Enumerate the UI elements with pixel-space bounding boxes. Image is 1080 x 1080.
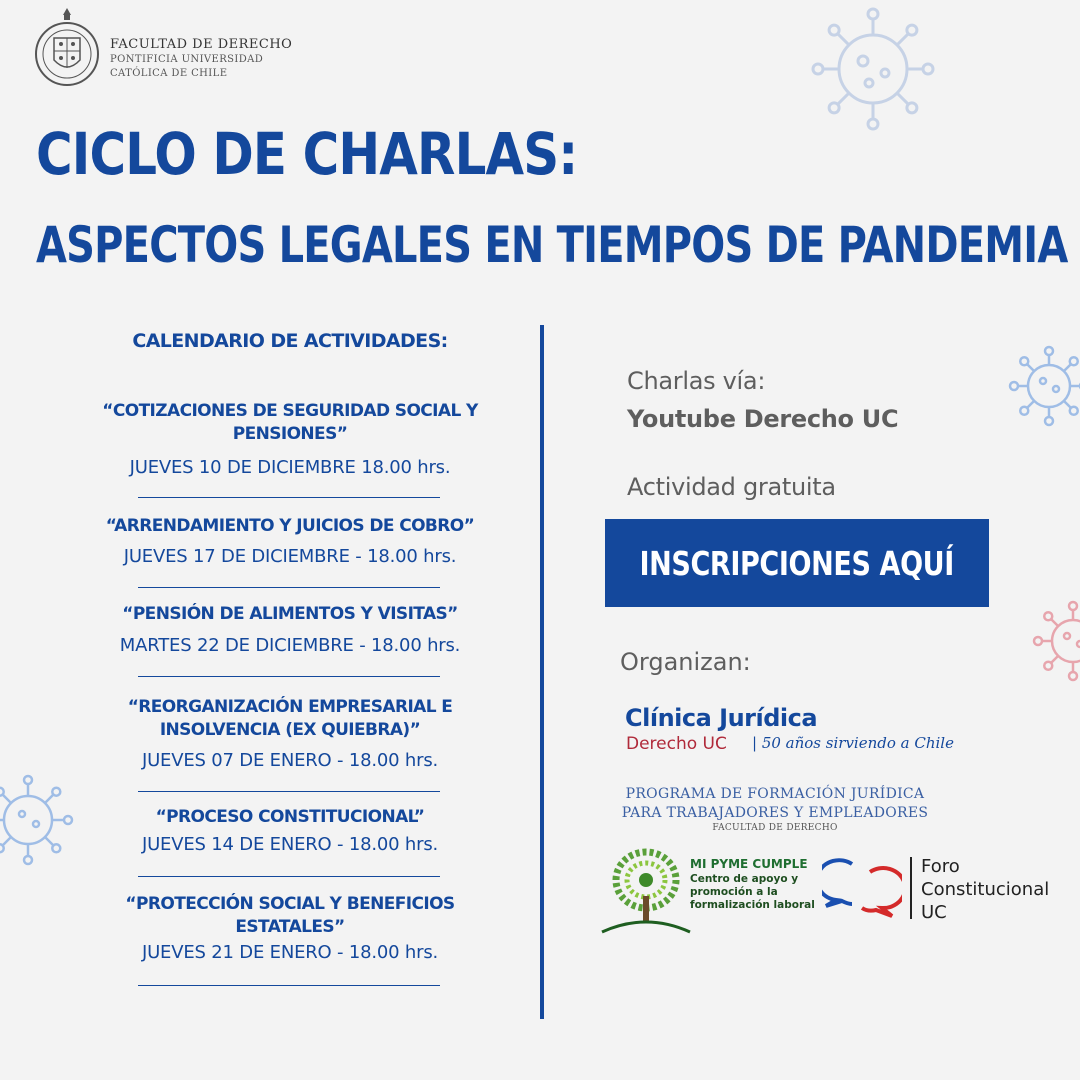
via-label: Charlas vía:	[627, 367, 766, 395]
event-3-title: “PENSIÓN DE ALIMENTOS Y VISITAS”	[122, 604, 458, 624]
column-divider	[540, 325, 544, 1019]
speech-bubbles-icon	[822, 858, 902, 920]
virus-icon	[808, 4, 938, 134]
tree-logo-icon	[600, 846, 692, 936]
register-button-label: INSCRIPCIONES AQUÍ	[639, 543, 955, 583]
mipyme-line3: formalización laboral	[690, 899, 815, 911]
register-button[interactable]	[605, 519, 989, 607]
event-5-date: JUEVES 14 DE ENERO - 18.00 hrs.	[141, 834, 439, 855]
event-6-date: JUEVES 21 DE ENERO - 18.00 hrs.	[141, 942, 439, 963]
event-4-date: JUEVES 07 DE ENERO - 18.00 hrs.	[141, 750, 439, 771]
event-6-title-line2: ESTATALES”	[235, 917, 345, 937]
event-5-title: “PROCESO CONSTITUCIONAL”	[155, 807, 425, 827]
event-divider	[138, 497, 440, 498]
event-4-title	[60, 696, 520, 742]
mipyme-title: MI PYME CUMPLE	[690, 857, 808, 871]
event-2-title: “ARRENDAMIENTO Y JUICIOS DE COBRO”	[105, 516, 475, 536]
event-4-title-line2: INSOLVENCIA (EX QUIEBRA)”	[159, 720, 421, 740]
university-crest-icon	[34, 6, 100, 90]
event-2-date: JUEVES 17 DE DICIEMBRE - 18.00 hrs.	[123, 546, 457, 567]
via-channel: Youtube Derecho UC	[627, 405, 899, 433]
mipyme-line1: Centro de apoyo y	[690, 873, 799, 885]
virus-icon	[1032, 600, 1080, 682]
clinica-juridica-subtitle: Derecho UC	[626, 734, 727, 754]
event-6-title-line1: “PROTECCIÓN SOCIAL Y BENEFICIOS	[125, 894, 455, 914]
programa-line3: FACULTAD DE DERECHO	[712, 823, 838, 833]
event-1-title	[60, 400, 520, 446]
mipyme-line2: promoción a la	[690, 886, 778, 898]
foro-line2: Constitucional	[921, 879, 1050, 900]
calendar-heading: CALENDARIO DE ACTIVIDADES:	[132, 330, 448, 352]
event-6-title	[60, 893, 520, 939]
foro-line3: UC	[921, 902, 947, 923]
foro-divider	[910, 857, 912, 919]
foro-line1: Foro	[921, 856, 960, 877]
event-1-date: JUEVES 10 DE DICIEMBRE 18.00 hrs.	[129, 457, 451, 478]
university-name-line1: PONTIFICIA UNIVERSIDAD	[110, 54, 264, 65]
page-title-line2: ASPECTOS LEGALES EN TIEMPOS DE PANDEMIA	[36, 216, 1068, 274]
organizers-label: Organizan:	[620, 648, 751, 676]
event-divider	[138, 791, 440, 792]
programa-line1: PROGRAMA DE FORMACIÓN JURÍDICA	[625, 786, 925, 802]
virus-icon	[1008, 345, 1080, 427]
faculty-name: FACULTAD DE DERECHO	[110, 37, 293, 52]
clinica-juridica-title: Clínica Jurídica	[625, 704, 818, 732]
university-name-line2: CATÓLICA DE CHILE	[110, 68, 228, 79]
event-divider	[138, 876, 440, 877]
event-divider	[138, 985, 440, 986]
event-4-title-line1: “REORGANIZACIÓN EMPRESARIAL E	[127, 697, 453, 717]
event-3-date: MARTES 22 DE DICIEMBRE - 18.00 hrs.	[119, 635, 461, 656]
event-1-title-line2: PENSIONES”	[232, 424, 348, 444]
event-divider	[138, 676, 440, 677]
programa-line2: PARA TRABAJADORES Y EMPLEADORES	[621, 805, 929, 821]
page-title-line1: CICLO DE CHARLAS:	[36, 120, 578, 188]
free-activity-label: Actividad gratuita	[627, 473, 836, 501]
clinica-juridica-tagline: | 50 años sirviendo a Chile	[752, 734, 954, 752]
event-1-title-line1: “COTIZACIONES DE SEGURIDAD SOCIAL Y	[102, 401, 478, 421]
event-divider	[138, 587, 440, 588]
